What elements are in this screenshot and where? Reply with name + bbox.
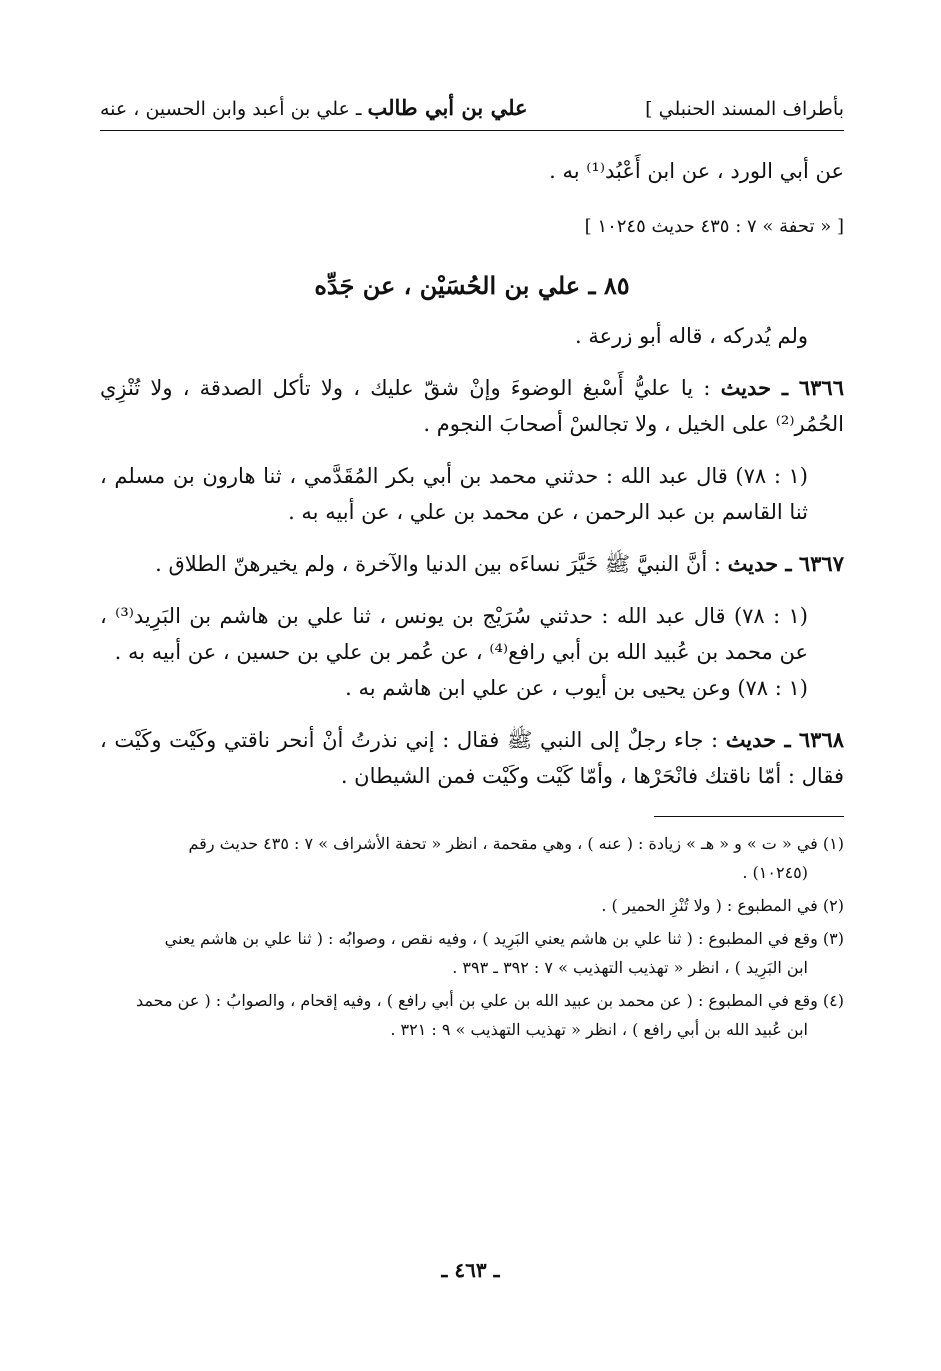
hadith-number: ٦٣٦٦: [798, 375, 844, 400]
isnad-line: (١ : ٧٨) قال عبد الله : حدثني محمد بن أبي بكر المُقَدَّمي ، ثنا هارون بن مسلم ، ثنا القاسم بن عبد الرحمن ، عن محمد بن علي ، عن أبيه به .: [100, 464, 808, 524]
page-body: [100, 95, 844, 1048]
hadith-text: ٦٣٦٧ ـ حديث : أنَّ النبيَّ ﷺ خَيَّرَ نساءَه بين الدنيا والآخرة ، ولم يخيرهنّ الطلاق .: [155, 551, 844, 576]
footnote-text: في « ت » و « هـ » زيادة : ( عنه ) ، وهي مقحمة ، انظر « تحفة الأشراف » ٧ : ٤٣٥ حديث رقم: [188, 834, 818, 853]
footnote-continuation: ابن عُبيد الله بن أبي رافع ) ، انظر « تهذيب التهذيب » ٩ : ٣٢١ .: [390, 1020, 808, 1039]
header-book-title: بأطراف المسند الحنبلي ]: [645, 98, 844, 120]
hadith-text: ٦٣٦٨ ـ حديث : جاء رجلٌ إلى النبي ﷺ فقال : إني نذرتُ أنْ أنحر ناقتي وكَيْت وكَيْت ، فقال : أمّا ناقتك فانْحَرْها ، وأمّا كَيْت وكَيْت فمن الشيطان .: [100, 727, 845, 788]
header-section: [100, 95, 528, 120]
footnote-separator: [654, 816, 844, 817]
isnad-block: [100, 458, 844, 530]
footnote-continuation: ابن البَرِيد ) ، انظر « تهذيب التهذيب » ٧ : ٣٩٢ ـ ٣٩٣ .: [452, 958, 808, 977]
footnote-text: وقع في المطبوع : ( عن محمد بن عبيد الله بن علي بن أبي رافع ) ، وفيه إقحام ، والصوابُ : ( عن محمد: [136, 991, 818, 1010]
footnote-text: في المطبوع : ( ولا تُنْزِ الحمير ) .: [601, 896, 818, 915]
page-number: ـ ٤٦٣ ـ: [441, 1258, 500, 1282]
tuhfa-reference: [ « تحفة » ٧ : ٤٣٥ حديث ١٠٢٤٥ ]: [584, 216, 844, 237]
isnad-line: (١ : ٧٨) وعن يحيى بن أيوب ، عن علي ابن هاشم به .: [345, 676, 808, 700]
isnad-block: [100, 598, 844, 706]
hadith-body: : أنَّ النبيَّ ﷺ خَيَّرَ نساءَه بين الدنيا والآخرة ، ولم يخيرهنّ الطلاق .: [155, 552, 728, 576]
footnote-marker: (٢): [822, 896, 844, 915]
footnote: [100, 924, 844, 982]
header-section-rest: ـ علي بن أعبد وابن الحسين ، عنه: [100, 98, 368, 120]
hadith-label: حديث: [725, 727, 777, 752]
hadith-label: حديث: [720, 375, 772, 400]
footnote-marker: (٣): [822, 929, 844, 948]
hadith-entry: [100, 722, 844, 794]
hadith-body: : يا عليُّ أَسْبغ الوضوءَ وإنْ شقّ عليك ، ولا تأكل الصدقة ، ولا تُنْزِي الحُمُر⁽²⁾ على الخيل ، ولا تجالسْ أصحابَ النجوم .: [100, 376, 844, 436]
footnote: [100, 986, 844, 1044]
section-note: ولم يُدركه ، قاله أبو زرعة .: [575, 324, 808, 348]
footnote: [100, 891, 844, 920]
hadith-text: ٦٣٦٦ ـ حديث : يا عليُّ أَسْبغ الوضوءَ وإنْ شقّ عليك ، ولا تأكل الصدقة ، ولا تُنْزِي الحُمُر⁽²⁾ على الخيل ، ولا تجالسْ أصحابَ النجوم .: [100, 375, 844, 436]
footnote-marker: (١): [822, 834, 844, 853]
footnote-continuation: (١٠٢٤٥) .: [742, 863, 808, 882]
hadith-label: حديث: [727, 551, 779, 576]
hadith-number: ٦٣٦٧: [798, 551, 844, 576]
continuation-line: عن أبي الورد ، عن ابن أَعْبُد⁽¹⁾ به .: [549, 159, 844, 183]
header-section-bold: علي بن أبي طالب: [367, 95, 528, 120]
hadith-entry: [100, 370, 844, 442]
hadith-number: ٦٣٦٨: [798, 727, 845, 752]
isnad-line: (١ : ٧٨) قال عبد الله : حدثني سُرَيْج بن يونس ، ثنا علي بن هاشم بن البَرِيد⁽³⁾ ، عن محمد بن عُبيد الله بن أبي رافع⁽⁴⁾ ، عن عُمر بن علي بن حسين ، عن أبيه به .: [100, 604, 808, 664]
running-header: [100, 95, 844, 131]
footnote: [100, 829, 844, 887]
hadith-body: : جاء رجلٌ إلى النبي ﷺ فقال : إني نذرتُ أنْ أنحر ناقتي وكَيْت وكَيْت ، فقال : أمّا ناقتك فانْحَرْها ، وأمّا كَيْت وكَيْت فمن الشيطان .: [100, 728, 844, 788]
section-title: ٨٥ ـ علي بن الحُسَيْن ، عن جَدِّه: [314, 271, 630, 300]
hadith-entry: [100, 546, 844, 582]
footnote-marker: (٤): [822, 991, 844, 1010]
footnote-text: وقع في المطبوع : ( ثنا علي بن هاشم يعني البَرِيد ) ، وفيه نقص ، وصوابُه : ( ثنا علي بن هاشم يعني: [164, 929, 818, 948]
footnotes: [100, 829, 844, 1044]
